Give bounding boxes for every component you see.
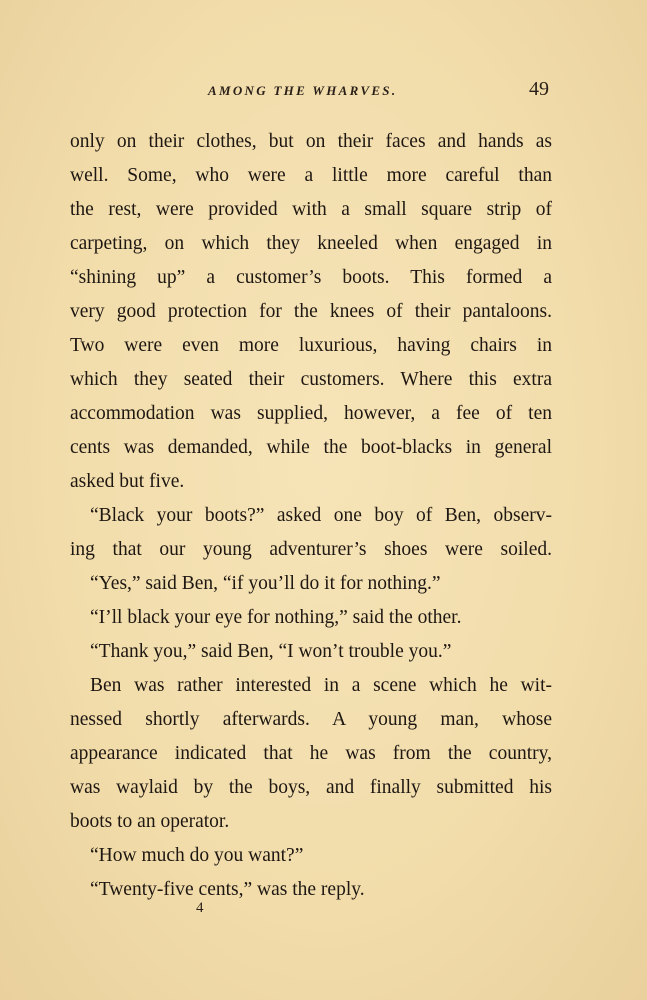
text-line: “Twenty-five cents,” was the reply. (90, 879, 365, 900)
text-line: ing that our young adventurer’s shoes were soiled. (70, 539, 552, 560)
page-number: 49 (529, 78, 549, 100)
text-line: which they seated their customers. Where this extra (70, 369, 552, 390)
running-title: AMONG THE WHARVES. (208, 83, 398, 98)
signature-mark: 4 (196, 900, 204, 916)
text-line: nessed shortly afterwards. A young man, whose (70, 709, 552, 730)
text-line: the rest, were provided with a small square strip of (70, 199, 552, 220)
text-line: “shining up” a customer’s boots. This formed a (70, 267, 552, 288)
text-line: appearance indicated that he was from the country, (70, 743, 552, 764)
text-line: Two were even more luxurious, having chairs in (70, 335, 552, 356)
text-line: accommodation was supplied, however, a fee of ten (70, 403, 552, 424)
text-line: only on their clothes, but on their faces and hands as (70, 131, 552, 152)
text-line: well. Some, who were a little more careful than (70, 165, 552, 186)
text-line: very good protection for the knees of their pantaloons. (70, 301, 552, 322)
text-line: “Thank you,” said Ben, “I won’t trouble you.” (90, 641, 452, 662)
text-line: “Yes,” said Ben, “if you’ll do it for nothing.” (90, 573, 441, 594)
text-line: Ben was rather interested in a scene which he wit- (90, 675, 552, 696)
text-line: “How much do you want?” (90, 845, 304, 866)
text-line: boots to an operator. (70, 811, 230, 832)
body-text (70, 125, 552, 907)
text-line: “Black your boots?” asked one boy of Ben, observ- (90, 505, 552, 526)
page-header (0, 80, 647, 102)
text-line: asked but five. (70, 471, 185, 492)
text-line: was waylaid by the boys, and finally submitted his (70, 777, 552, 798)
text-line: “I’ll black your eye for nothing,” said the other. (90, 607, 462, 628)
text-line: carpeting, on which they kneeled when engaged in (70, 233, 552, 254)
text-line: cents was demanded, while the boot-blacks in general (70, 437, 552, 458)
